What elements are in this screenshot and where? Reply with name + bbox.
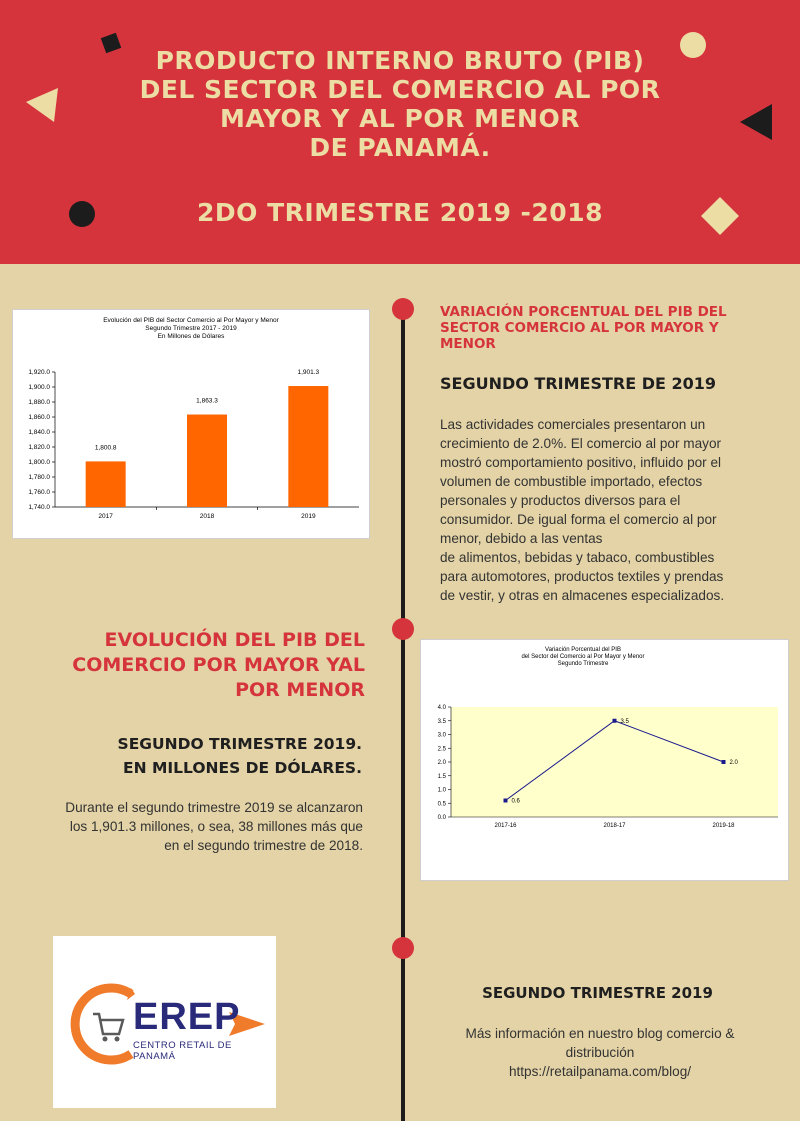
diamond-decoration xyxy=(698,194,742,238)
y-tick-label: 0.5 xyxy=(437,801,446,808)
data-label: 1,863.3 xyxy=(196,397,218,405)
x-tick-label: 2019-18 xyxy=(712,823,735,829)
chart-title: En Millones de Dólares xyxy=(157,333,225,340)
subheading-line: EN MILLONES DE DÓLARES. xyxy=(123,759,362,777)
paragraph-line: Durante el segundo trimestre 2019 se alcanzaron xyxy=(65,800,363,815)
paragraph-line: personales y productos diversos para el xyxy=(440,493,681,508)
y-tick-label: 1,900.0 xyxy=(28,384,50,391)
x-tick-label: 2017 xyxy=(98,513,113,520)
text-line: distribución xyxy=(565,1045,635,1060)
paragraph-line: los 1,901.3 millones, o sea, 38 millones más que xyxy=(69,819,363,834)
paragraph-line: consumidor. De igual forma el comercio al por xyxy=(440,512,717,527)
data-label: 3.5 xyxy=(620,718,629,725)
chart-title: Variación Porcentual del PIB xyxy=(545,647,621,653)
data-label: 1,901.3 xyxy=(297,369,320,377)
title-line: PRODUCTO INTERNO BRUTO (PIB) xyxy=(155,46,645,75)
y-tick-label: 3.5 xyxy=(437,718,446,725)
section1-title-line: MENOR xyxy=(440,336,496,352)
y-tick-label: 3.0 xyxy=(437,732,446,739)
section3-text xyxy=(420,1024,780,1081)
y-tick-label: 1,860.0 xyxy=(28,414,50,421)
bar xyxy=(288,386,328,507)
y-tick-label: 0.0 xyxy=(437,815,446,821)
timeline-dot xyxy=(392,618,414,640)
y-tick-label: 1,760.0 xyxy=(28,489,50,496)
square-decoration xyxy=(98,30,126,58)
y-tick-label: 1,840.0 xyxy=(28,429,50,436)
line-chart xyxy=(421,640,788,880)
page-subtitle: 2DO TRIMESTRE 2019 -2018 xyxy=(197,198,603,227)
logo-tagline: CENTRO RETAIL DE PANAMÁ xyxy=(133,1040,232,1062)
section1-title xyxy=(440,304,790,352)
circle-decoration xyxy=(678,30,708,60)
text-line: Más información en nuestro blog comercio & xyxy=(465,1026,735,1041)
x-tick-label: 2018-17 xyxy=(603,823,626,829)
page-title xyxy=(0,46,800,162)
x-tick-label: 2017-16 xyxy=(494,823,517,829)
section1-title-line: VARIACIÓN PORCENTUAL DEL PIB DEL xyxy=(440,304,727,320)
y-tick-label: 2.5 xyxy=(437,746,446,753)
data-point xyxy=(722,760,726,764)
chart-title: Evolución del PIB del Sector Comercio al Por Mayor y Menor xyxy=(103,317,279,324)
paragraph-line: crecimiento de 2.0%. El comercio al por mayor xyxy=(440,436,722,451)
data-label: 1,800.8 xyxy=(94,444,117,452)
header-banner xyxy=(0,0,800,264)
section1-subheading: SEGUNDO TRIMESTRE DE 2019 xyxy=(440,374,717,393)
paragraph-line: en el segundo trimestre de 2018. xyxy=(164,838,363,853)
paragraph-line: Las actividades comerciales presentaron un xyxy=(440,417,706,432)
section2-title-line: POR MENOR xyxy=(235,679,365,701)
y-tick-label: 1,820.0 xyxy=(28,444,50,451)
bar xyxy=(187,415,227,507)
timeline-dot xyxy=(392,937,414,959)
bar xyxy=(86,461,126,507)
paragraph-line: para automotores, productos textiles y prendas xyxy=(440,569,724,584)
y-tick-label: 1,920.0 xyxy=(28,369,50,376)
section2-title-line: COMERCIO POR MAYOR YAL xyxy=(72,654,365,676)
y-tick-label: 1,880.0 xyxy=(28,399,50,406)
y-tick-label: 2.0 xyxy=(437,760,446,766)
triangle-decoration xyxy=(738,102,776,142)
triangle-decoration xyxy=(24,86,60,126)
paragraph-line: menor, debido a las ventas xyxy=(440,531,603,546)
data-label: 2.0 xyxy=(729,760,738,766)
paragraph-line: mostró comportamiento positivo, influido por el xyxy=(440,455,722,470)
section3-subheading: SEGUNDO TRIMESTRE 2019 xyxy=(482,984,713,1002)
x-tick-label: 2018 xyxy=(199,513,215,520)
y-tick-label: 1,780.0 xyxy=(28,474,50,481)
logo-brand-text: EREP xyxy=(133,996,241,1038)
y-tick-label: 1,800.0 xyxy=(28,459,50,466)
section2-paragraph xyxy=(20,798,363,855)
data-label: 0.6 xyxy=(511,798,520,805)
paragraph-line: volumen de combustible importado, efectos xyxy=(440,474,703,489)
circle-decoration xyxy=(68,200,96,228)
title-line: DE PANAMÁ. xyxy=(309,133,491,162)
section2-title xyxy=(20,628,365,703)
section1-title-line: SECTOR COMERCIO AL POR MAYOR Y xyxy=(440,320,719,336)
y-tick-label: 4.0 xyxy=(437,705,446,711)
section2-subheading xyxy=(20,732,362,780)
section1-paragraph xyxy=(440,415,790,605)
data-point xyxy=(504,799,508,803)
line-chart-card xyxy=(420,639,789,881)
blog-link[interactable]: https://retailpanama.com/blog/ xyxy=(508,1064,692,1079)
x-tick-label: 2019 xyxy=(301,513,316,520)
subheading-line: SEGUNDO TRIMESTRE 2019. xyxy=(117,735,362,753)
logo-card xyxy=(53,936,276,1108)
title-line: MAYOR Y AL POR MENOR xyxy=(220,104,580,133)
y-tick-label: 1.0 xyxy=(437,787,446,794)
title-line: DEL SECTOR DEL COMERCIO AL POR xyxy=(139,75,661,104)
bar-chart xyxy=(13,310,369,538)
chart-title: Segundo Trimestre xyxy=(557,661,609,667)
timeline-dot xyxy=(392,298,414,320)
section2-title-line: EVOLUCIÓN DEL PIB DEL xyxy=(104,629,365,651)
data-point xyxy=(613,719,617,723)
chart-title: del Sector del Comercio al Por Mayor y Menor xyxy=(521,654,645,660)
y-tick-label: 1,740.0 xyxy=(28,504,50,511)
paragraph-line: de vestir, y otras en almacenes especializados. xyxy=(440,588,725,603)
timeline-line xyxy=(401,304,405,1121)
paragraph-line: de alimentos, bebidas y tabaco, combustibles xyxy=(440,550,715,565)
bar-chart-card xyxy=(12,309,370,539)
chart-title: Segundo Trimestre 2017 - 2019 xyxy=(145,325,237,332)
y-tick-label: 1.5 xyxy=(437,773,446,780)
